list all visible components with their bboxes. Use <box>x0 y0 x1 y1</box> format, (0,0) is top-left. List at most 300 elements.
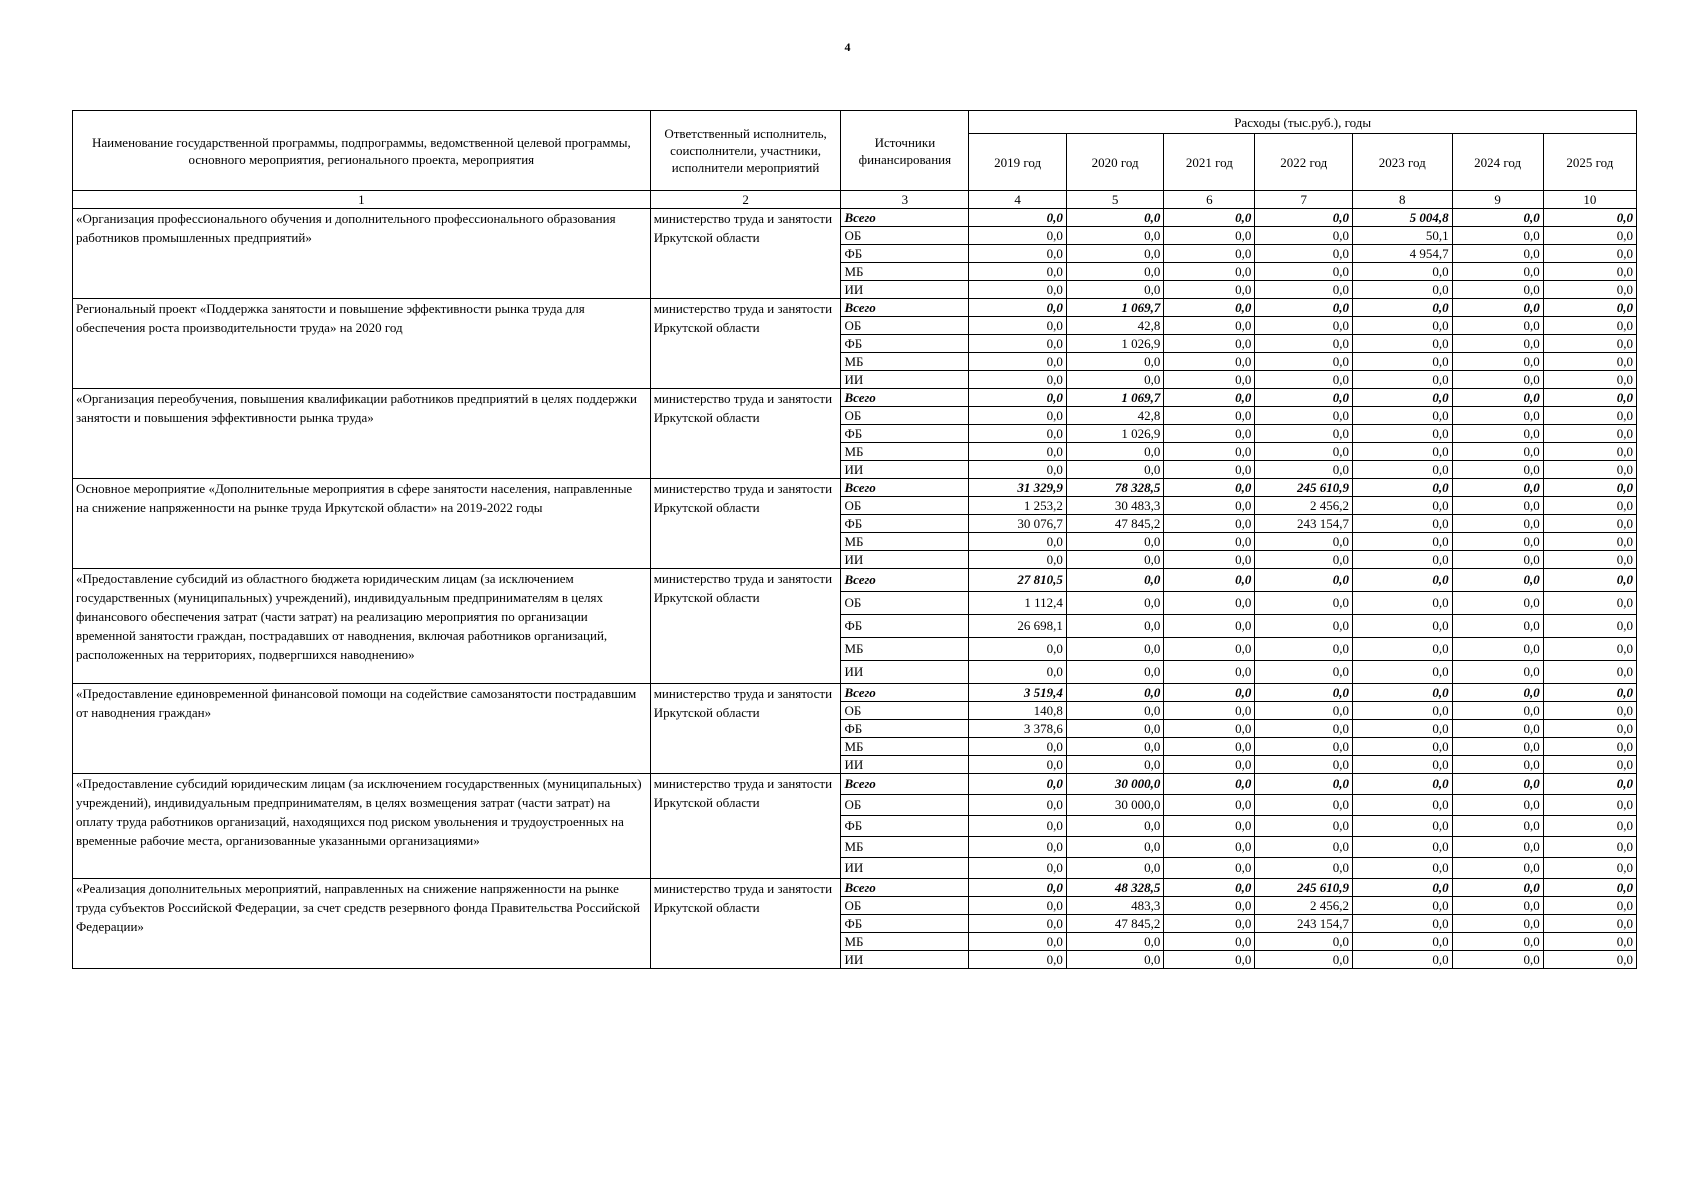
expense-value: 0,0 <box>1066 245 1164 263</box>
expense-value: 0,0 <box>1352 915 1452 933</box>
funding-source: ФБ <box>841 335 969 353</box>
expense-value: 0,0 <box>1164 858 1255 879</box>
expense-value: 0,0 <box>1255 281 1353 299</box>
expense-value: 0,0 <box>1164 795 1255 816</box>
expense-value: 0,0 <box>1352 661 1452 684</box>
expense-value: 0,0 <box>1543 209 1636 227</box>
expense-value: 0,0 <box>1452 389 1543 407</box>
expense-value: 0,0 <box>1164 551 1255 569</box>
expense-value: 30 000,0 <box>1066 774 1164 795</box>
expense-value: 0,0 <box>1452 515 1543 533</box>
header-year: 2021 год <box>1164 134 1255 191</box>
funding-source: ОБ <box>841 407 969 425</box>
expense-value: 0,0 <box>1352 443 1452 461</box>
expense-value: 0,0 <box>1255 299 1353 317</box>
expense-value: 0,0 <box>1452 915 1543 933</box>
expense-value: 0,0 <box>1452 317 1543 335</box>
expense-value: 1 112,4 <box>969 592 1067 615</box>
expense-value: 0,0 <box>1255 353 1353 371</box>
expense-value: 0,0 <box>1352 897 1452 915</box>
expense-value: 0,0 <box>1543 245 1636 263</box>
table-body <box>73 209 1637 969</box>
column-number: 9 <box>1452 191 1543 209</box>
expense-value: 0,0 <box>1452 245 1543 263</box>
activity-name: «Предоставление субсидий юридическим лицам (за исключением государственных (муниципальных) учреждений), индивидуальным предпринимателям, в целях возмещения затрат (части затрат) на оплату труда работников организаций, находящихся под риском увольнения и трудоустроенных на временные рабочие места, организованные указанными организациями» <box>73 774 651 879</box>
expense-value: 0,0 <box>1452 720 1543 738</box>
expense-value: 0,0 <box>1255 756 1353 774</box>
expense-value: 0,0 <box>1352 515 1452 533</box>
expense-value: 0,0 <box>969 738 1067 756</box>
expense-value: 0,0 <box>1352 461 1452 479</box>
expense-value: 0,0 <box>969 756 1067 774</box>
expense-value: 0,0 <box>1352 774 1452 795</box>
expense-value: 0,0 <box>1066 461 1164 479</box>
expense-value: 0,0 <box>1066 638 1164 661</box>
expense-value: 0,0 <box>1164 816 1255 837</box>
expense-value: 3 378,6 <box>969 720 1067 738</box>
header-responsible: Ответственный исполнитель, соисполнители, участники, исполнители мероприятий <box>650 111 841 191</box>
funding-source: ИИ <box>841 461 969 479</box>
expense-value: 0,0 <box>1352 858 1452 879</box>
expense-value: 30 000,0 <box>1066 795 1164 816</box>
expense-value: 0,0 <box>1066 592 1164 615</box>
expense-value: 0,0 <box>1352 479 1452 497</box>
expense-value: 0,0 <box>1352 533 1452 551</box>
expense-value: 0,0 <box>1352 407 1452 425</box>
funding-source: ОБ <box>841 497 969 515</box>
funding-source: ИИ <box>841 756 969 774</box>
expense-value: 0,0 <box>1452 816 1543 837</box>
expense-value: 0,0 <box>1164 638 1255 661</box>
expense-value: 0,0 <box>1543 497 1636 515</box>
expense-value: 4 954,7 <box>1352 245 1452 263</box>
expense-value: 0,0 <box>969 661 1067 684</box>
funding-source: ФБ <box>841 720 969 738</box>
funding-source: МБ <box>841 933 969 951</box>
expense-value: 0,0 <box>1352 933 1452 951</box>
expense-value: 0,0 <box>1164 461 1255 479</box>
expense-value: 0,0 <box>1352 837 1452 858</box>
header-sources: Источники финансирования <box>841 111 969 191</box>
expense-value: 0,0 <box>1543 335 1636 353</box>
expense-value: 0,0 <box>1164 299 1255 317</box>
expense-value: 0,0 <box>969 317 1067 335</box>
header-name: Наименование государственной программы, подпрограммы, ведомственной целевой программы, основного мероприятия, регионального проекта, мероприятия <box>73 111 651 191</box>
expense-value: 0,0 <box>1452 592 1543 615</box>
expense-value: 0,0 <box>1066 738 1164 756</box>
funding-source: Всего <box>841 479 969 497</box>
expense-value: 0,0 <box>1066 720 1164 738</box>
expense-value: 0,0 <box>1066 569 1164 592</box>
expense-value: 0,0 <box>1255 227 1353 245</box>
expense-value: 26 698,1 <box>969 615 1067 638</box>
expense-value: 0,0 <box>1255 795 1353 816</box>
funding-source: МБ <box>841 353 969 371</box>
expense-value: 0,0 <box>1452 756 1543 774</box>
expense-value: 0,0 <box>1452 425 1543 443</box>
expense-value: 0,0 <box>1255 443 1353 461</box>
expense-value: 0,0 <box>1543 443 1636 461</box>
column-number: 7 <box>1255 191 1353 209</box>
expense-value: 0,0 <box>1255 407 1353 425</box>
expense-value: 1 253,2 <box>969 497 1067 515</box>
expense-value: 0,0 <box>1164 425 1255 443</box>
expense-value: 0,0 <box>1164 879 1255 897</box>
expense-value: 0,0 <box>1452 479 1543 497</box>
expense-value: 0,0 <box>969 281 1067 299</box>
expense-value: 0,0 <box>1164 371 1255 389</box>
expense-value: 0,0 <box>1066 371 1164 389</box>
expense-value: 0,0 <box>969 389 1067 407</box>
expense-value: 0,0 <box>1543 756 1636 774</box>
funding-source: ФБ <box>841 515 969 533</box>
expense-value: 0,0 <box>1452 661 1543 684</box>
expense-value: 0,0 <box>969 263 1067 281</box>
expense-value: 0,0 <box>1255 837 1353 858</box>
expense-value: 0,0 <box>1452 702 1543 720</box>
expense-value: 0,0 <box>1164 353 1255 371</box>
column-number: 1 <box>73 191 651 209</box>
expense-value: 0,0 <box>1352 551 1452 569</box>
expense-value: 0,0 <box>1066 209 1164 227</box>
expense-value: 0,0 <box>1255 533 1353 551</box>
expense-value: 0,0 <box>1543 281 1636 299</box>
expense-value: 0,0 <box>1543 371 1636 389</box>
expense-value: 0,0 <box>1164 209 1255 227</box>
expense-value: 0,0 <box>1164 263 1255 281</box>
expense-value: 0,0 <box>1452 335 1543 353</box>
expense-value: 0,0 <box>969 774 1067 795</box>
activity-name: Основное мероприятие «Дополнительные мероприятия в сфере занятости населения, направленные на снижение напряженности на рынке труда Иркутской области» на 2019-2022 годы <box>73 479 651 569</box>
expense-value: 2 456,2 <box>1255 897 1353 915</box>
expense-value: 0,0 <box>969 915 1067 933</box>
expense-value: 0,0 <box>1352 816 1452 837</box>
expense-value: 42,8 <box>1066 317 1164 335</box>
funding-source: Всего <box>841 879 969 897</box>
expense-value: 0,0 <box>1452 615 1543 638</box>
expense-value: 0,0 <box>1452 858 1543 879</box>
expense-value: 0,0 <box>1543 461 1636 479</box>
expense-value: 245 610,9 <box>1255 879 1353 897</box>
expense-value: 0,0 <box>1164 933 1255 951</box>
expense-value: 0,0 <box>1452 227 1543 245</box>
expense-value: 0,0 <box>1352 335 1452 353</box>
expense-value: 0,0 <box>1352 371 1452 389</box>
expense-value: 0,0 <box>969 443 1067 461</box>
expense-value: 0,0 <box>1452 551 1543 569</box>
expense-value: 0,0 <box>1066 227 1164 245</box>
funding-source: ОБ <box>841 227 969 245</box>
funding-source: МБ <box>841 638 969 661</box>
expense-value: 1 026,9 <box>1066 335 1164 353</box>
expense-value: 0,0 <box>1452 738 1543 756</box>
expense-value: 0,0 <box>1164 897 1255 915</box>
activity-name: «Организация переобучения, повышения квалификации работников предприятий в целях поддержки занятости и повышения эффективности рынка труда» <box>73 389 651 479</box>
expense-value: 0,0 <box>1543 425 1636 443</box>
activity-name: Региональный проект «Поддержка занятости и повышение эффективности рынка труда для обеспечения роста производительности труда» на 2020 год <box>73 299 651 389</box>
expense-value: 0,0 <box>969 227 1067 245</box>
funding-source: МБ <box>841 837 969 858</box>
responsible-executor: министерство труда и занятости Иркутской области <box>650 569 841 684</box>
expense-value: 0,0 <box>1164 533 1255 551</box>
expense-value: 0,0 <box>1452 933 1543 951</box>
funding-source: МБ <box>841 263 969 281</box>
expense-value: 0,0 <box>1352 720 1452 738</box>
expense-value: 0,0 <box>1066 615 1164 638</box>
expense-value: 0,0 <box>1543 299 1636 317</box>
expense-value: 78 328,5 <box>1066 479 1164 497</box>
funding-source: ФБ <box>841 245 969 263</box>
expense-value: 0,0 <box>1352 569 1452 592</box>
expense-value: 0,0 <box>1255 661 1353 684</box>
expense-value: 0,0 <box>969 245 1067 263</box>
expense-value: 0,0 <box>1543 353 1636 371</box>
expense-value: 0,0 <box>1543 795 1636 816</box>
expense-value: 0,0 <box>1164 389 1255 407</box>
activity-name: «Предоставление субсидий из областного бюджета юридическим лицам (за исключением государственных (муниципальных) учреждений), индивидуальным предпринимателям в целях финансового обеспечения затрат (части затрат) на реализацию мероприятия по организации временной занятости граждан, пострадавших от наводнения, включая работников организаций, расположенных на территориях, подвергшихся наводнению» <box>73 569 651 684</box>
funding-source: ОБ <box>841 795 969 816</box>
expense-value: 0,0 <box>969 551 1067 569</box>
expense-value: 0,0 <box>969 353 1067 371</box>
expense-value: 0,0 <box>1164 569 1255 592</box>
funding-source: Всего <box>841 569 969 592</box>
funding-source: МБ <box>841 738 969 756</box>
activity-name: «Предоставление единовременной финансовой помощи на содействие самозанятости пострадавшим от наводнения граждан» <box>73 684 651 774</box>
expense-value: 0,0 <box>1543 684 1636 702</box>
expense-value: 0,0 <box>1543 738 1636 756</box>
expense-value: 0,0 <box>969 407 1067 425</box>
expense-value: 0,0 <box>1352 638 1452 661</box>
header-year: 2024 год <box>1452 134 1543 191</box>
expense-value: 243 154,7 <box>1255 515 1353 533</box>
expense-value: 0,0 <box>1164 915 1255 933</box>
table-row <box>73 389 1637 407</box>
funding-source: ИИ <box>841 551 969 569</box>
expense-value: 0,0 <box>969 816 1067 837</box>
expense-value: 0,0 <box>1164 738 1255 756</box>
expense-value: 0,0 <box>1255 684 1353 702</box>
expense-value: 5 004,8 <box>1352 209 1452 227</box>
expense-value: 0,0 <box>1255 615 1353 638</box>
funding-source: Всего <box>841 774 969 795</box>
expense-value: 0,0 <box>969 533 1067 551</box>
header-year: 2019 год <box>969 134 1067 191</box>
funding-source: Всего <box>841 389 969 407</box>
funding-source: ОБ <box>841 702 969 720</box>
expense-value: 0,0 <box>1543 479 1636 497</box>
funding-source: МБ <box>841 533 969 551</box>
expense-value: 0,0 <box>1164 774 1255 795</box>
expense-value: 0,0 <box>1452 774 1543 795</box>
expense-value: 47 845,2 <box>1066 515 1164 533</box>
expense-value: 0,0 <box>1452 684 1543 702</box>
expense-value: 0,0 <box>1066 684 1164 702</box>
expense-value: 0,0 <box>1164 407 1255 425</box>
expense-value: 0,0 <box>1255 209 1353 227</box>
expense-value: 0,0 <box>1452 569 1543 592</box>
expense-value: 0,0 <box>1352 263 1452 281</box>
expense-value: 0,0 <box>1452 533 1543 551</box>
expense-value: 0,0 <box>1164 227 1255 245</box>
expense-value: 243 154,7 <box>1255 915 1353 933</box>
expense-value: 0,0 <box>1452 353 1543 371</box>
expense-value: 0,0 <box>1452 263 1543 281</box>
header-expenses: Расходы (тыс.руб.), годы <box>969 111 1637 134</box>
expense-value: 0,0 <box>1164 443 1255 461</box>
expense-value: 0,0 <box>1452 371 1543 389</box>
expense-value: 0,0 <box>1164 592 1255 615</box>
expense-value: 0,0 <box>1066 858 1164 879</box>
table-row <box>73 684 1637 702</box>
expense-value: 0,0 <box>969 879 1067 897</box>
expense-value: 0,0 <box>1352 317 1452 335</box>
expense-value: 0,0 <box>1452 638 1543 661</box>
expense-value: 0,0 <box>1352 615 1452 638</box>
expense-value: 0,0 <box>1255 858 1353 879</box>
expense-value: 0,0 <box>1164 497 1255 515</box>
expense-value: 2 456,2 <box>1255 497 1353 515</box>
expense-value: 31 329,9 <box>969 479 1067 497</box>
expense-value: 0,0 <box>1066 443 1164 461</box>
expense-value: 0,0 <box>1164 479 1255 497</box>
column-number: 8 <box>1352 191 1452 209</box>
header-year: 2020 год <box>1066 134 1164 191</box>
expense-value: 0,0 <box>1164 515 1255 533</box>
expense-value: 0,0 <box>1255 263 1353 281</box>
expense-value: 0,0 <box>1255 371 1353 389</box>
expense-value: 0,0 <box>1543 702 1636 720</box>
responsible-executor: министерство труда и занятости Иркутской области <box>650 389 841 479</box>
expense-value: 0,0 <box>1543 227 1636 245</box>
expense-value: 0,0 <box>969 371 1067 389</box>
expense-value: 0,0 <box>1255 569 1353 592</box>
expense-value: 0,0 <box>969 837 1067 858</box>
expense-value: 0,0 <box>1543 879 1636 897</box>
expense-value: 0,0 <box>1066 263 1164 281</box>
expense-value: 0,0 <box>1066 551 1164 569</box>
expense-value: 0,0 <box>1452 951 1543 969</box>
expense-value: 0,0 <box>1543 615 1636 638</box>
expense-value: 0,0 <box>1352 389 1452 407</box>
expense-value: 0,0 <box>969 951 1067 969</box>
expense-value: 0,0 <box>1543 551 1636 569</box>
expense-value: 0,0 <box>1543 317 1636 335</box>
responsible-executor: министерство труда и занятости Иркутской области <box>650 774 841 879</box>
expense-value: 0,0 <box>1066 661 1164 684</box>
expense-value: 140,8 <box>969 702 1067 720</box>
expense-value: 0,0 <box>1352 684 1452 702</box>
expense-value: 0,0 <box>1452 407 1543 425</box>
responsible-executor: министерство труда и занятости Иркутской области <box>650 209 841 299</box>
funding-source: ИИ <box>841 951 969 969</box>
expense-value: 1 069,7 <box>1066 299 1164 317</box>
expense-value: 0,0 <box>1164 684 1255 702</box>
expense-value: 0,0 <box>969 299 1067 317</box>
expense-value: 0,0 <box>969 795 1067 816</box>
table-row <box>73 479 1637 497</box>
expense-value: 0,0 <box>1066 702 1164 720</box>
header-year: 2022 год <box>1255 134 1353 191</box>
expense-value: 27 810,5 <box>969 569 1067 592</box>
expense-value: 0,0 <box>1543 837 1636 858</box>
expense-value: 0,0 <box>1352 497 1452 515</box>
funding-source: МБ <box>841 443 969 461</box>
expense-value: 47 845,2 <box>1066 915 1164 933</box>
expense-value: 0,0 <box>1543 661 1636 684</box>
expense-value: 0,0 <box>1543 858 1636 879</box>
expense-value: 0,0 <box>1452 879 1543 897</box>
expense-value: 3 519,4 <box>969 684 1067 702</box>
expense-value: 48 328,5 <box>1066 879 1164 897</box>
expense-value: 0,0 <box>1352 299 1452 317</box>
expense-value: 0,0 <box>969 638 1067 661</box>
expense-value: 0,0 <box>1066 533 1164 551</box>
funding-source: ФБ <box>841 425 969 443</box>
expense-value: 0,0 <box>1255 951 1353 969</box>
expense-value: 30 076,7 <box>969 515 1067 533</box>
responsible-executor: министерство труда и занятости Иркутской области <box>650 299 841 389</box>
responsible-executor: министерство труда и занятости Иркутской области <box>650 479 841 569</box>
expense-value: 0,0 <box>1452 497 1543 515</box>
column-number: 3 <box>841 191 969 209</box>
expense-value: 483,3 <box>1066 897 1164 915</box>
expense-value: 0,0 <box>1164 756 1255 774</box>
expense-value: 0,0 <box>1352 281 1452 299</box>
expense-value: 0,0 <box>1255 461 1353 479</box>
column-number: 2 <box>650 191 841 209</box>
expense-value: 42,8 <box>1066 407 1164 425</box>
expense-value: 0,0 <box>1543 569 1636 592</box>
responsible-executor: министерство труда и занятости Иркутской области <box>650 879 841 969</box>
expense-value: 0,0 <box>1066 353 1164 371</box>
expense-value: 0,0 <box>1255 592 1353 615</box>
expense-value: 0,0 <box>969 335 1067 353</box>
header-year: 2023 год <box>1352 134 1452 191</box>
expense-value: 0,0 <box>1452 299 1543 317</box>
expense-value: 0,0 <box>1543 720 1636 738</box>
funding-source: Всего <box>841 209 969 227</box>
table-row <box>73 299 1637 317</box>
expense-value: 0,0 <box>1543 951 1636 969</box>
expense-value: 30 483,3 <box>1066 497 1164 515</box>
expense-value: 0,0 <box>1255 638 1353 661</box>
activity-name: «Реализация дополнительных мероприятий, направленных на снижение напряженности на рынке труда субъектов Российской Федерации, за счет средств резервного фонда Правительства Российской Федерации» <box>73 879 651 969</box>
expense-value: 0,0 <box>1452 897 1543 915</box>
expense-value: 0,0 <box>1164 837 1255 858</box>
column-number: 4 <box>969 191 1067 209</box>
expense-value: 0,0 <box>1352 879 1452 897</box>
expense-value: 0,0 <box>1255 702 1353 720</box>
expense-value: 1 069,7 <box>1066 389 1164 407</box>
expense-value: 0,0 <box>1255 245 1353 263</box>
expense-value: 0,0 <box>1255 317 1353 335</box>
expense-value: 0,0 <box>1255 551 1353 569</box>
table-row <box>73 879 1637 897</box>
funding-source: Всего <box>841 684 969 702</box>
expense-value: 0,0 <box>1255 335 1353 353</box>
expense-value: 0,0 <box>1255 738 1353 756</box>
expense-value: 0,0 <box>1164 317 1255 335</box>
funding-source: ФБ <box>841 816 969 837</box>
funding-source: ОБ <box>841 592 969 615</box>
expense-value: 0,0 <box>1255 933 1353 951</box>
expense-value: 0,0 <box>1066 837 1164 858</box>
table-row <box>73 569 1637 592</box>
expense-value: 0,0 <box>1066 816 1164 837</box>
expense-value: 0,0 <box>1543 774 1636 795</box>
expense-value: 0,0 <box>969 897 1067 915</box>
expense-value: 0,0 <box>1543 897 1636 915</box>
